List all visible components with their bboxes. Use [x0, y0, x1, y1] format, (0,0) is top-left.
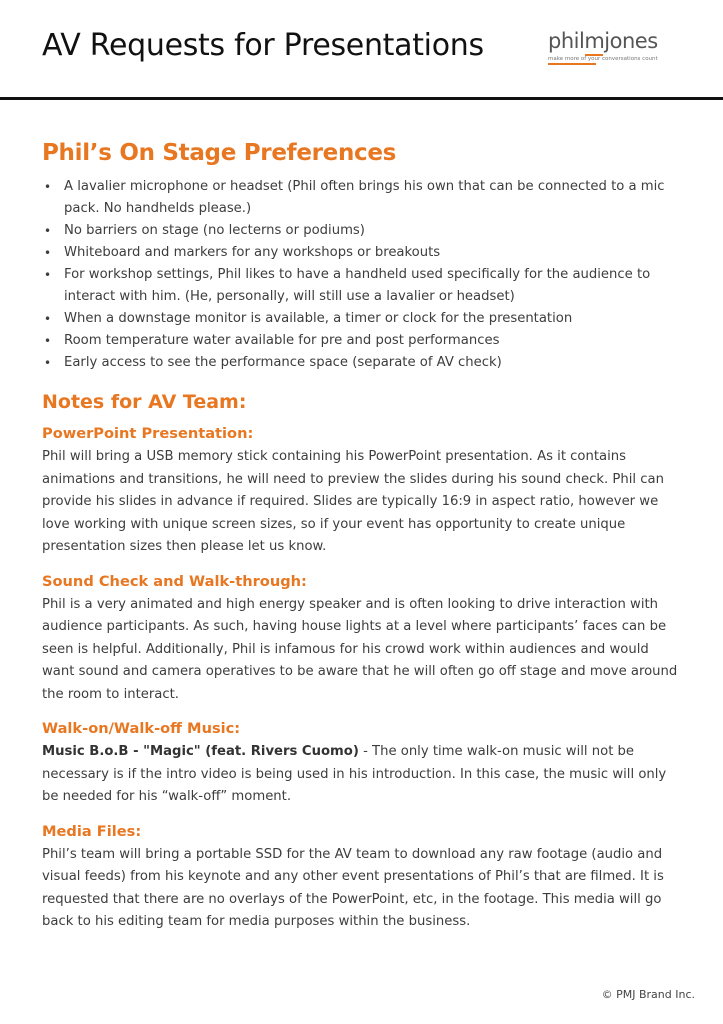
- logo-text-right: jones: [604, 29, 658, 53]
- brand-logo: [548, 30, 680, 70]
- logo-text-left: phil: [548, 29, 585, 53]
- page-header: [0, 0, 723, 100]
- preference-text: No barriers on stage (no lecterns or podiums): [64, 223, 365, 238]
- preference-text: A lavalier microphone or headset (Phil often brings his own that can be connected to a mic pack. No handhelds please.): [64, 179, 665, 216]
- logo-tagline: make more of your conversations count: [548, 56, 658, 62]
- music-paragraph: [42, 741, 682, 809]
- logo-accent-rule: [548, 63, 596, 65]
- notes-heading: Notes for AV Team:: [42, 391, 247, 413]
- preference-text: Early access to see the performance space (separate of AV check): [64, 355, 502, 370]
- preference-item: [42, 242, 682, 264]
- music-heading: Walk-on/Walk-off Music:: [42, 720, 241, 737]
- bullet-icon: •: [44, 180, 52, 194]
- logo-text-m: m: [584, 29, 605, 53]
- powerpoint-paragraph: Phil will bring a USB memory stick containing his PowerPoint presentation. As it contains animations and transitions, he will need to preview the slides during his sound check. Phil can provide his slides in advance if required. Slides are typically 16:9 in aspect ratio, however we love working with unique screen sizes, so if your event has opportunity to create unique presentation sizes then please let us know.: [42, 449, 664, 554]
- preference-item: [42, 220, 682, 242]
- logo-text-mid: [584, 30, 604, 52]
- bullet-icon: •: [44, 224, 52, 238]
- preference-item: [42, 308, 682, 330]
- preferences-heading: Phil’s On Stage Preferences: [42, 140, 397, 166]
- preference-item: [42, 352, 682, 374]
- soundcheck-heading: Sound Check and Walk-through:: [42, 572, 307, 590]
- bullet-icon: •: [44, 334, 52, 348]
- header-divider: [0, 97, 723, 100]
- footer-copyright: © PMJ Brand Inc.: [601, 988, 695, 1001]
- powerpoint-heading: PowerPoint Presentation:: [42, 425, 254, 442]
- preference-text: Room temperature water available for pre and post performances: [64, 333, 500, 348]
- media-heading: Media Files:: [42, 822, 142, 840]
- music-note: - The only time walk-on music will not be necessary is if the intro video is being used in his introduction. In this case, the music will only be needed for his “walk-off” moment.: [42, 744, 667, 804]
- preferences-list: [42, 176, 682, 374]
- document-body: [42, 140, 682, 948]
- preference-item: [42, 176, 682, 220]
- preference-text: Whiteboard and markers for any workshops or breakouts: [64, 245, 441, 260]
- bullet-icon: •: [44, 246, 52, 260]
- soundcheck-paragraph: Phil is a very animated and high energy speaker and is often looking to drive interaction with audience participants. As such, having house lights at a level where participants’ faces can be seen is helpful. Additionally, Phil is infamous for his crowd work within audiences and would want sound and camera operatives to be aware that he will often go off stage and move around the room to interact.: [42, 596, 678, 702]
- logo-wordmark: [548, 30, 680, 52]
- preference-item: [42, 264, 682, 308]
- preference-text: When a downstage monitor is available, a timer or clock for the presentation: [64, 311, 573, 326]
- music-track-title: Music B.o.B - "Magic" (feat. Rivers Cuomo): [42, 744, 359, 759]
- bullet-icon: •: [44, 356, 52, 370]
- logo-m-underline: [585, 54, 603, 56]
- preference-item: [42, 330, 682, 352]
- media-paragraph: Phil’s team will bring a portable SSD for the AV team to download any raw footage (audio and visual feeds) from his keynote and any other event presentations of Phil’s that are filmed. It is requested that there are no overlays of the PowerPoint, etc, in the footage. This media will go back to his editing team for media purposes within the business.: [42, 846, 664, 929]
- bullet-icon: •: [44, 268, 52, 282]
- preference-text: For workshop settings, Phil likes to have a handheld used specifically for the audience to interact with him. (He, personally, will still use a lavalier or headset): [64, 267, 651, 304]
- bullet-icon: •: [44, 312, 52, 326]
- page-title: AV Requests for Presentations: [42, 28, 484, 63]
